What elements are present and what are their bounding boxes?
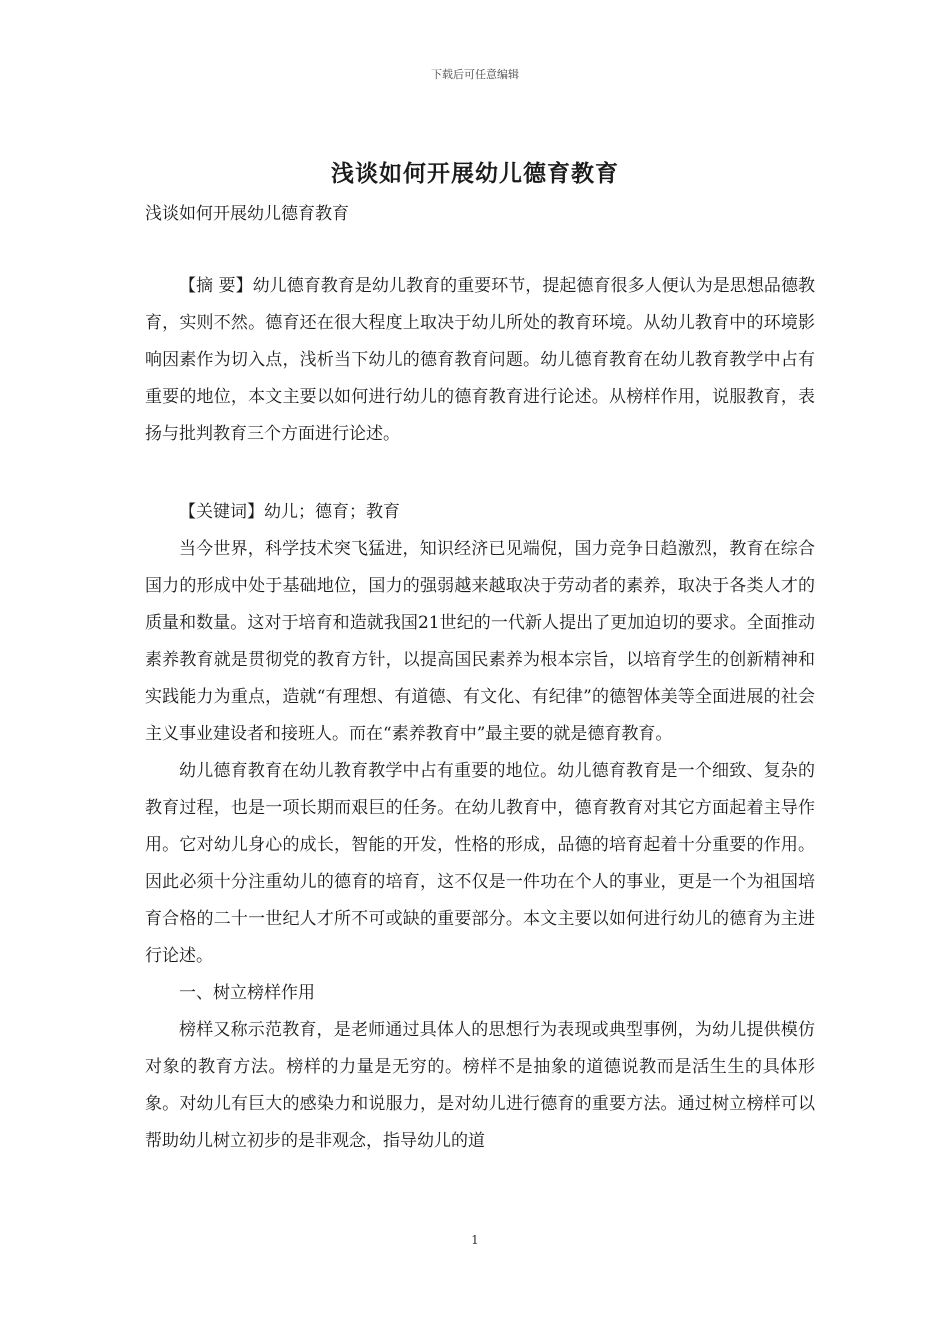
keywords-line: 【关键词】幼儿；德育；教育 [179, 502, 400, 522]
page-number: 1 [471, 1233, 479, 1247]
body-paragraph: 幼儿德育教育在幼儿教育教学中占有重要的地位。幼儿德育教育是一个细致、复杂的教育过程，也是一项长期而艰巨的任务。在幼儿教育中，德育教育对其它方面起着主导作用。它对幼儿身心的成长，智能的开发，性格的形成，品德的培育起着十分重要的作用。因此必须十分注重幼儿的德育的培育，这不仅是一件功在个人的事业，更是一个为祖国培育合格的二十一世纪人才所不可或缺的重要部分。本文主要以如何进行幼儿的德育为主进行论述。 [145, 761, 815, 966]
main-text [145, 494, 815, 1160]
abstract-paragraph: 【摘 要】幼儿德育教育是幼儿教育的重要环节，提起德育很多人便认为是思想品德教育，实则不然。德育还在很大程度上取决于幼儿所处的教育环境。从幼儿教育中的环境影响因素作为切入点，浅析当下幼儿的德育教育问题。幼儿德育教育在幼儿教育教学中占有重要的地位，本文主要以如何进行幼儿的德育教育进行论述。从榜样作用，说服教育，表扬与批判教育三个方面进行论述。 [145, 276, 815, 444]
section-heading: 一、树立榜样作用 [179, 983, 315, 1003]
document-title: 浅谈如何开展幼儿德育教育 [331, 160, 619, 187]
body-paragraph: 当今世界，科学技术突飞猛进，知识经济已见端倪，国力竞争日趋激烈，教育在综合国力的形成中处于基础地位，国力的强弱越来越取决于劳动者的素养，取决于各类人才的质量和数量。这对于培育和造就我国21世纪的一代新人提出了更加迫切的要求。全面推动素养教育就是贯彻党的教育方针，以提高国民素养为根本宗旨，以培育学生的创新精神和实践能力为重点，造就“有理想、有道德、有文化、有纪律”的德智体美等全面进展的社会主义事业建设者和接班人。而在“素养教育中”最主要的就是德育教育。 [145, 539, 815, 744]
document-subtitle: 浅谈如何开展幼儿德育教育 [145, 204, 349, 224]
abstract-section [145, 268, 815, 453]
body-paragraph: 榜样又称示范教育，是老师通过具体人的思想行为表现或典型事例，为幼儿提供模仿对象的教育方法。榜样的力量是无穷的。榜样不是抽象的道德说教而是活生生的具体形象。对幼儿有巨大的感染力和说服力，是对幼儿进行德育的重要方法。通过树立榜样可以帮助幼儿树立初步的是非观念，指导幼儿的道 [145, 1020, 815, 1151]
header-note: 下载后可任意编辑 [431, 68, 519, 81]
